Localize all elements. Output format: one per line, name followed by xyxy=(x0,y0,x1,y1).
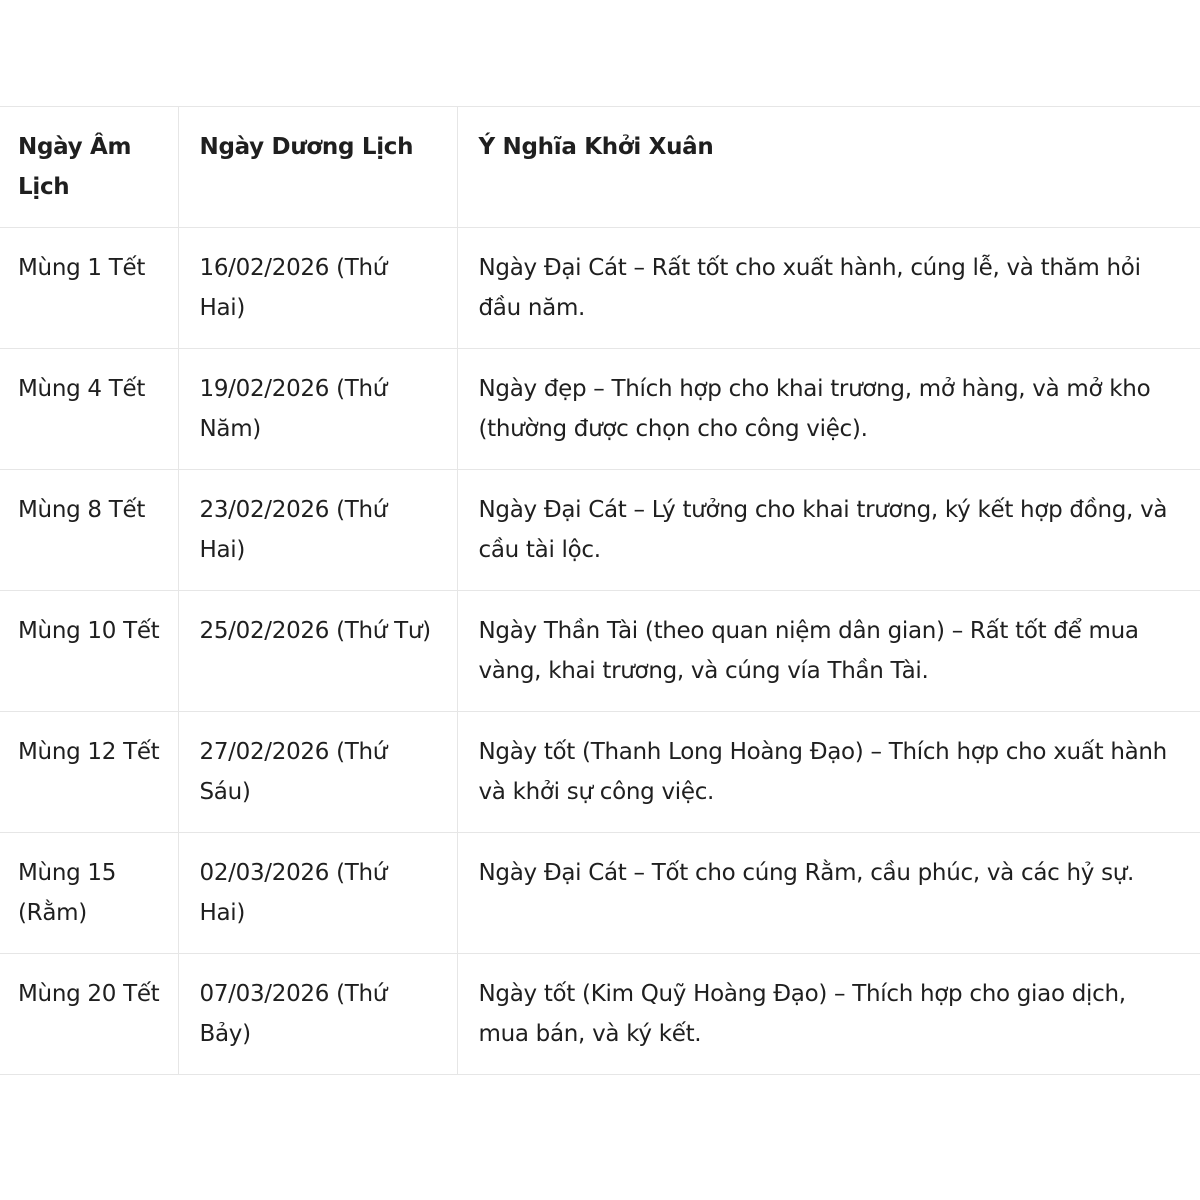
cell-lunar-date: Mùng 1 Tết xyxy=(0,228,178,349)
table-row xyxy=(0,470,1200,591)
cell-solar-date: 23/02/2026 (Thứ Hai) xyxy=(178,470,457,591)
cell-solar-date: 16/02/2026 (Thứ Hai) xyxy=(178,228,457,349)
header-solar-date: Ngày Dương Lịch xyxy=(178,107,457,228)
table-row xyxy=(0,833,1200,954)
cell-meaning: Ngày đẹp – Thích hợp cho khai trương, mở hàng, và mở kho (thường được chọn cho công việc). xyxy=(457,349,1200,470)
cell-solar-date: 07/03/2026 (Thứ Bảy) xyxy=(178,954,457,1075)
cell-meaning: Ngày Đại Cát – Rất tốt cho xuất hành, cúng lễ, và thăm hỏi đầu năm. xyxy=(457,228,1200,349)
cell-meaning: Ngày tốt (Thanh Long Hoàng Đạo) – Thích hợp cho xuất hành và khởi sự công việc. xyxy=(457,712,1200,833)
table-row xyxy=(0,954,1200,1075)
cell-solar-date: 02/03/2026 (Thứ Hai) xyxy=(178,833,457,954)
cell-lunar-date: Mùng 10 Tết xyxy=(0,591,178,712)
cell-solar-date: 27/02/2026 (Thứ Sáu) xyxy=(178,712,457,833)
header-meaning: Ý Nghĩa Khởi Xuân xyxy=(457,107,1200,228)
tet-calendar-table xyxy=(0,106,1200,1075)
cell-solar-date: 25/02/2026 (Thứ Tư) xyxy=(178,591,457,712)
cell-lunar-date: Mùng 4 Tết xyxy=(0,349,178,470)
table-row xyxy=(0,349,1200,470)
cell-lunar-date: Mùng 20 Tết xyxy=(0,954,178,1075)
cell-lunar-date: Mùng 12 Tết xyxy=(0,712,178,833)
header-lunar-date: Ngày Âm Lịch xyxy=(0,107,178,228)
cell-solar-date: 19/02/2026 (Thứ Năm) xyxy=(178,349,457,470)
table-header-row xyxy=(0,107,1200,228)
cell-meaning: Ngày Đại Cát – Lý tưởng cho khai trương, ký kết hợp đồng, và cầu tài lộc. xyxy=(457,470,1200,591)
table-row xyxy=(0,712,1200,833)
cell-meaning: Ngày Thần Tài (theo quan niệm dân gian) – Rất tốt để mua vàng, khai trương, và cúng vía Thần Tài. xyxy=(457,591,1200,712)
table-row xyxy=(0,591,1200,712)
cell-meaning: Ngày tốt (Kim Quỹ Hoàng Đạo) – Thích hợp cho giao dịch, mua bán, và ký kết. xyxy=(457,954,1200,1075)
table-row xyxy=(0,228,1200,349)
cell-lunar-date: Mùng 15 (Rằm) xyxy=(0,833,178,954)
tet-calendar-table-wrapper xyxy=(0,106,1200,1075)
cell-lunar-date: Mùng 8 Tết xyxy=(0,470,178,591)
cell-meaning: Ngày Đại Cát – Tốt cho cúng Rằm, cầu phúc, và các hỷ sự. xyxy=(457,833,1200,954)
